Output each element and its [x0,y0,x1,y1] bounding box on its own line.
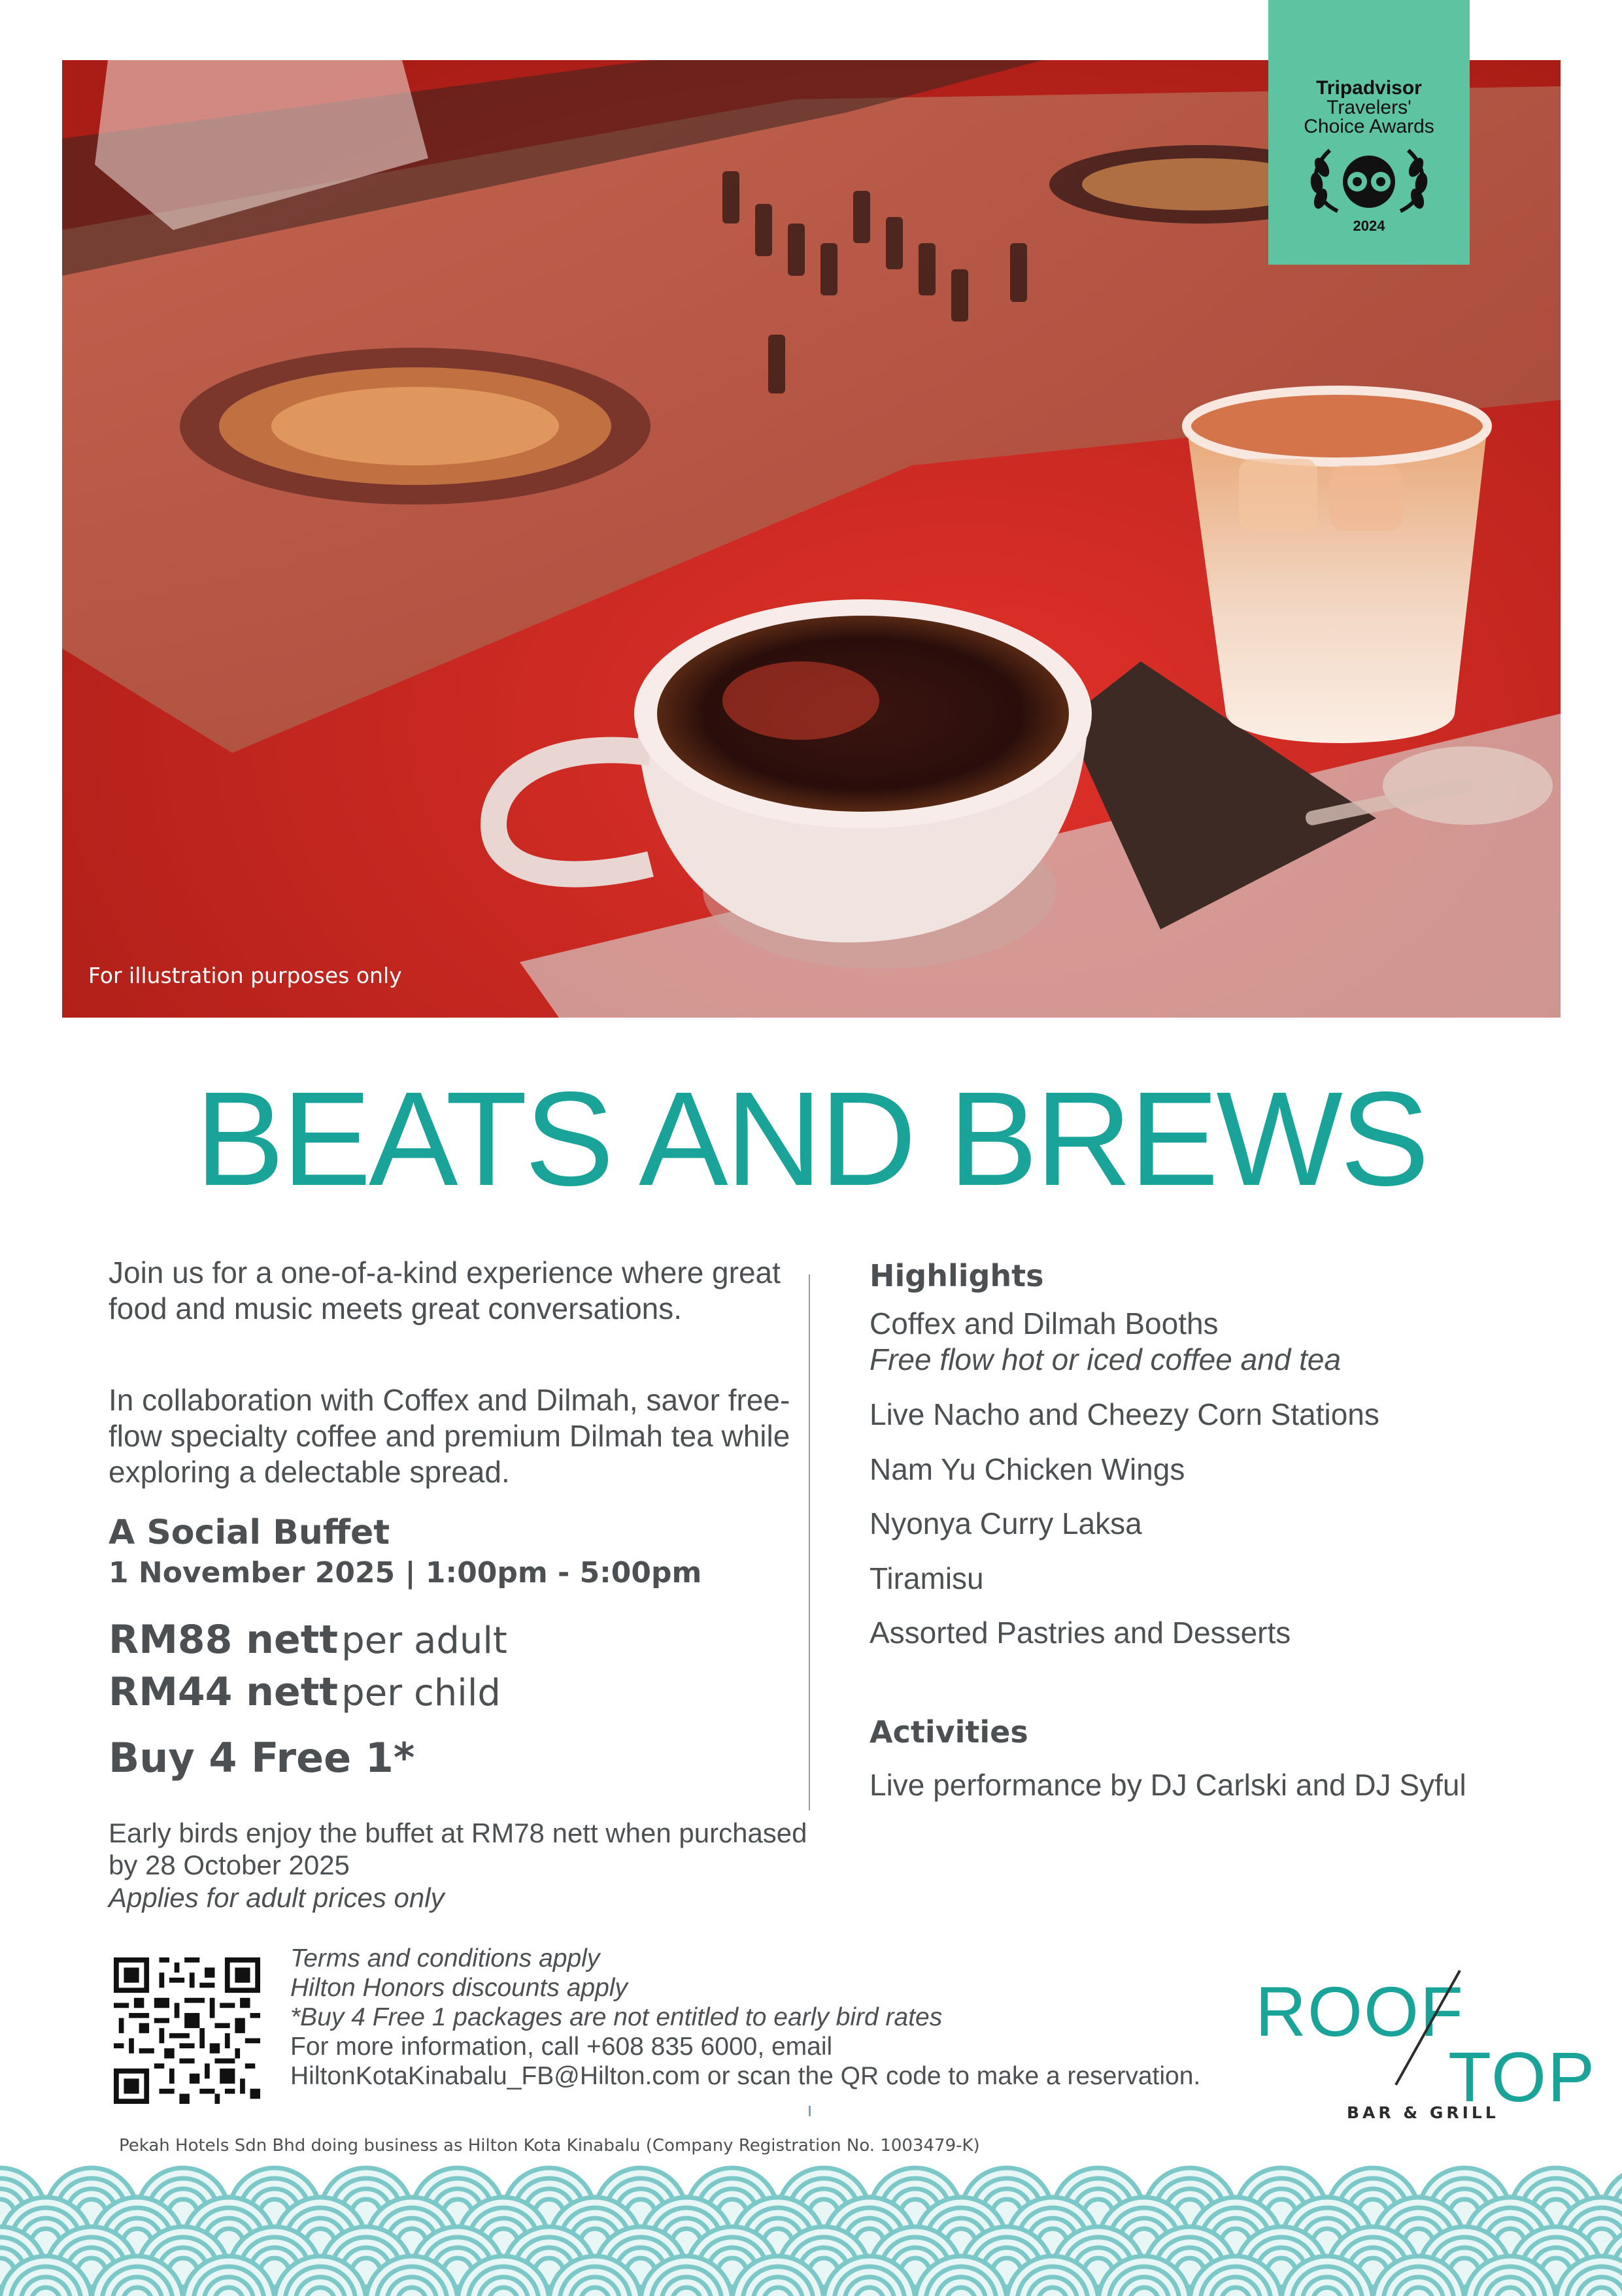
contact-line: For more information, call +608 835 6000, email [290,2033,833,2061]
honors-line: Hilton Honors discounts apply [290,1974,628,2002]
terms-line: Terms and conditions apply [290,1944,600,1972]
child-price: RM44 nett [109,1669,339,1715]
intro-paragraph-2: In collaboration with Coffex and Dilmah, savor free-flow specialty coffee and premium Dilmah tea while exploring a delectable spread. [109,1383,790,1489]
logo-word-top: TOP [1448,2037,1597,2116]
highlight-item: Nyonya Curry Laksa [870,1506,1142,1540]
highlight-item: Nam Yu Chicken Wings [870,1452,1185,1486]
child-price-line [109,1669,501,1715]
promo-offer: Buy 4 Free 1* [109,1734,415,1782]
contact-email-line[interactable]: HiltonKotaKinabalu_FB@Hilton.com or scan the QR code to make a reservation. [290,2062,1201,2090]
child-price-unit: per child [341,1672,501,1714]
award-brand: Tripadvisor [1316,77,1422,99]
adult-price-line [109,1617,507,1663]
highlight-item: Assorted Pastries and Desserts [870,1616,1291,1650]
legal-notice: Pekah Hotels Sdn Bhd doing business as Hilton Kota Kinabalu (Company Registration No. 1003479-K) [119,2136,980,2155]
award-year: 2024 [1353,218,1385,234]
award-line-2: Choice Awards [1304,116,1434,137]
early-bird-note: Applies for adult prices only [109,1882,445,1913]
intro-paragraph-1: Join us for a one-of-a-kind experience where great food and music meets great conversations. [109,1256,781,1325]
logo-subtitle: BAR & GRILL [1347,2103,1499,2122]
highlight-item: Tiramisu [870,1561,984,1595]
reservation-qr-code[interactable] [114,1957,260,2104]
early-bird-text: Early birds enjoy the buffet at RM78 nett when purchased by 28 October 2025 [109,1818,807,1880]
tripadvisor-award-badge [1268,0,1470,265]
highlight-item: Coffex and Dilmah Booths [870,1306,1219,1340]
adult-price-unit: per adult [341,1620,507,1662]
seigaiha-wave-pattern [0,2194,1622,2293]
buffet-date-time: 1 November 2025 | 1:00pm - 5:00pm [109,1556,702,1589]
highlight-item: Live Nacho and Cheezy Corn Stations [870,1397,1379,1431]
hero-caption: For illustration purposes only [88,963,402,988]
column-divider [809,1274,810,1810]
award-line-1: Travelers' [1326,97,1411,118]
activity-item: Live performance by DJ Carlski and DJ Syful [870,1768,1466,1802]
wave-pattern-footer [0,2194,1622,2293]
adult-price: RM88 nett [109,1617,339,1663]
highlights-heading: Highlights [870,1258,1044,1293]
buffet-title: A Social Buffet [109,1513,390,1552]
activities-heading: Activities [870,1714,1028,1750]
logo-word-roof: ROOF [1255,1972,1464,2051]
tripadvisor-owl-laurel-icon [1304,142,1434,218]
promo-exclusion-line: *Buy 4 Free 1 packages are not entitled to early bird rates [290,2003,943,2031]
event-title: BEATS AND BREWS [195,1064,1427,1214]
divider-mark [809,2106,811,2116]
highlight-item-subtext: Free flow hot or iced coffee and tea [870,1342,1342,1376]
